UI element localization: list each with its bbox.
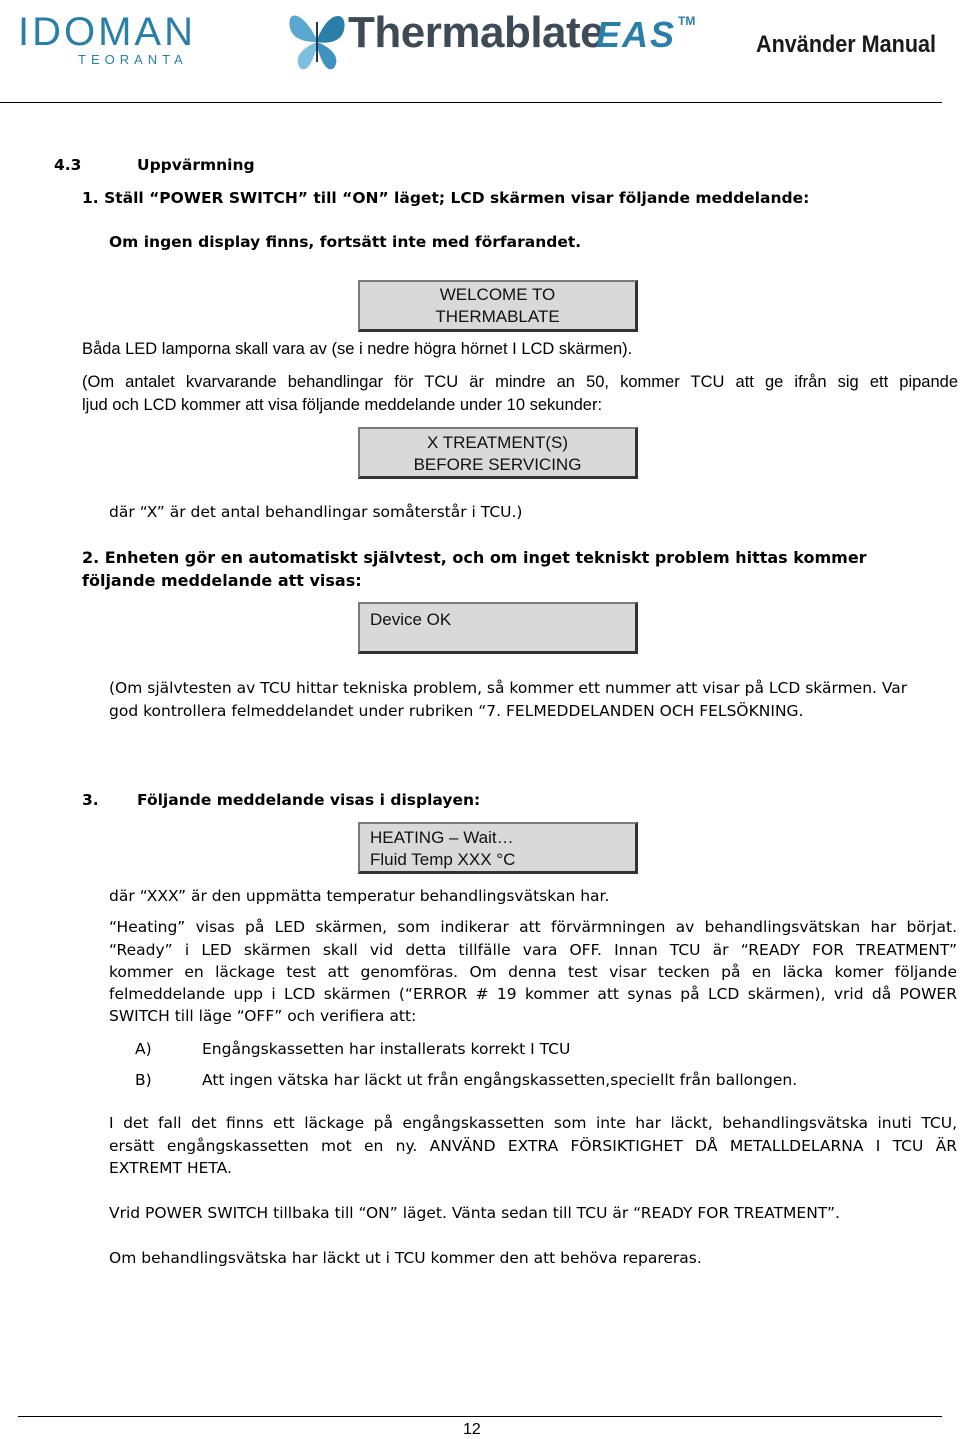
step3-heading: Följande meddelande visas i displayen: (137, 791, 481, 809)
eas-logo-text: EAS (596, 14, 677, 55)
paragraph-line: ersätt engångskassetten mot en ny. ANVÄND EXTRA FÖRSIKTIGHET DÅ METALLDELARNA I TCU ÄR (109, 1137, 957, 1155)
lcd-line: X TREATMENT(S) (426, 433, 569, 452)
document-title: Använder Manual (755, 31, 936, 58)
paragraph-line: (Om antalet kvarvarande behandlingar för TCU är mindre an 50, kommer TCU att ge ifrån sig ett pipande (82, 373, 958, 391)
paragraph-line: SWITCH till läge “OFF” och verifiera att: (109, 1007, 417, 1025)
paragraph-line: “Ready” i LED skärmen skall vid detta tillfälle vara OFF. Innan TCU är “READY FOR TREATMENT” (109, 941, 957, 959)
paragraph-line: I det fall det finns ett läckage på engångskassetten som inte har läckt, behandlingsvätska inuti TCU, (109, 1114, 957, 1132)
lcd-line: HEATING – Wait… (370, 828, 514, 847)
paragraph-line: god kontrollera felmeddelandet under rubriken “7. FELMEDDELANDEN OCH FELSÖKNING. (109, 702, 804, 720)
checklist-marker: A) (135, 1040, 152, 1058)
checklist-marker: B) (135, 1071, 152, 1089)
step1-note: Om ingen display finns, fortsätt inte med förfarandet. (109, 233, 582, 251)
idoman-logo-subtext: TEORANTA (78, 52, 188, 67)
checklist-item: Att ingen vätska har läckt ut från engångskassetten,speciellt från ballongen. (202, 1071, 798, 1089)
x-explanation: där “X” är det antal behandlingar somåterstår i TCU.) (109, 503, 523, 521)
lcd-heating (358, 822, 638, 874)
lcd-line: Device OK (370, 610, 452, 629)
page-number: 12 (463, 1421, 481, 1438)
section-title: Uppvärmning (137, 156, 255, 174)
lcd-treatments (358, 427, 638, 479)
repair-note: Om behandlingsvätska har läckt ut i TCU kommer den att behöva repareras. (109, 1249, 702, 1267)
thermablate-logo-text: Thermablate (348, 8, 605, 57)
paragraph-line: EXTREMT HETA. (109, 1159, 232, 1177)
idoman-logo-text: IDOMAN (18, 10, 196, 54)
lcd-welcome (358, 280, 638, 332)
checklist-item: Engångskassetten har installerats korrekt I TCU (202, 1040, 571, 1058)
trademark-mark: TM (678, 14, 696, 28)
footer-divider (18, 1416, 942, 1417)
lcd-line: WELCOME TO (439, 285, 556, 304)
paragraph-line: felmeddelande upp i LCD skärmen (“ERROR # 19 kommer att synas på LCD skärmen), vrid då POWER (109, 985, 957, 1003)
lcd-line: THERMABLATE (435, 307, 560, 326)
paragraph-line: “Heating” visas på LED skärmen, som indikerar att förvärmningen av behandlingsvätskan har börjat. (109, 918, 957, 936)
step3-number: 3. (82, 791, 99, 809)
lcd-device-ok (358, 602, 638, 654)
xxx-explanation: där “XXX” är den uppmätta temperatur behandlingsvätskan har. (109, 887, 610, 905)
power-on-instruction: Vrid POWER SWITCH tillbaka till “ON” läget. Vänta sedan till TCU är “READY FOR TREATMENT”. (109, 1204, 840, 1222)
lcd-line: BEFORE SERVICING (413, 455, 582, 474)
lcd-line: Fluid Temp XXX °C (370, 850, 516, 869)
step2-heading-line: följande meddelande att visas: (82, 571, 362, 590)
paragraph-line: ljud och LCD kommer att visa följande meddelande under 10 sekunder: (82, 396, 603, 414)
step2-heading-line: 2. Enheten gör en automatiskt självtest, och om inget tekniskt problem hittas kommer (82, 548, 867, 567)
paragraph-line: kommer en läckage test att genomföras. Om denna test visar tecken på en läcka komer följande (109, 963, 957, 981)
butterfly-logo-icon (284, 2, 350, 76)
header-divider (0, 102, 942, 103)
paragraph-line: (Om självtesten av TCU hittar tekniska problem, så kommer ett nummer att visar på LCD skärmen. Var (109, 679, 908, 697)
section-number: 4.3 (54, 156, 82, 174)
step1-heading: 1. Ställ “POWER SWITCH” till “ON” läget; LCD skärmen visar följande meddelande: (82, 189, 810, 207)
led-instruction: Båda LED lamporna skall vara av (se i nedre högra hörnet I LCD skärmen). (82, 340, 633, 358)
